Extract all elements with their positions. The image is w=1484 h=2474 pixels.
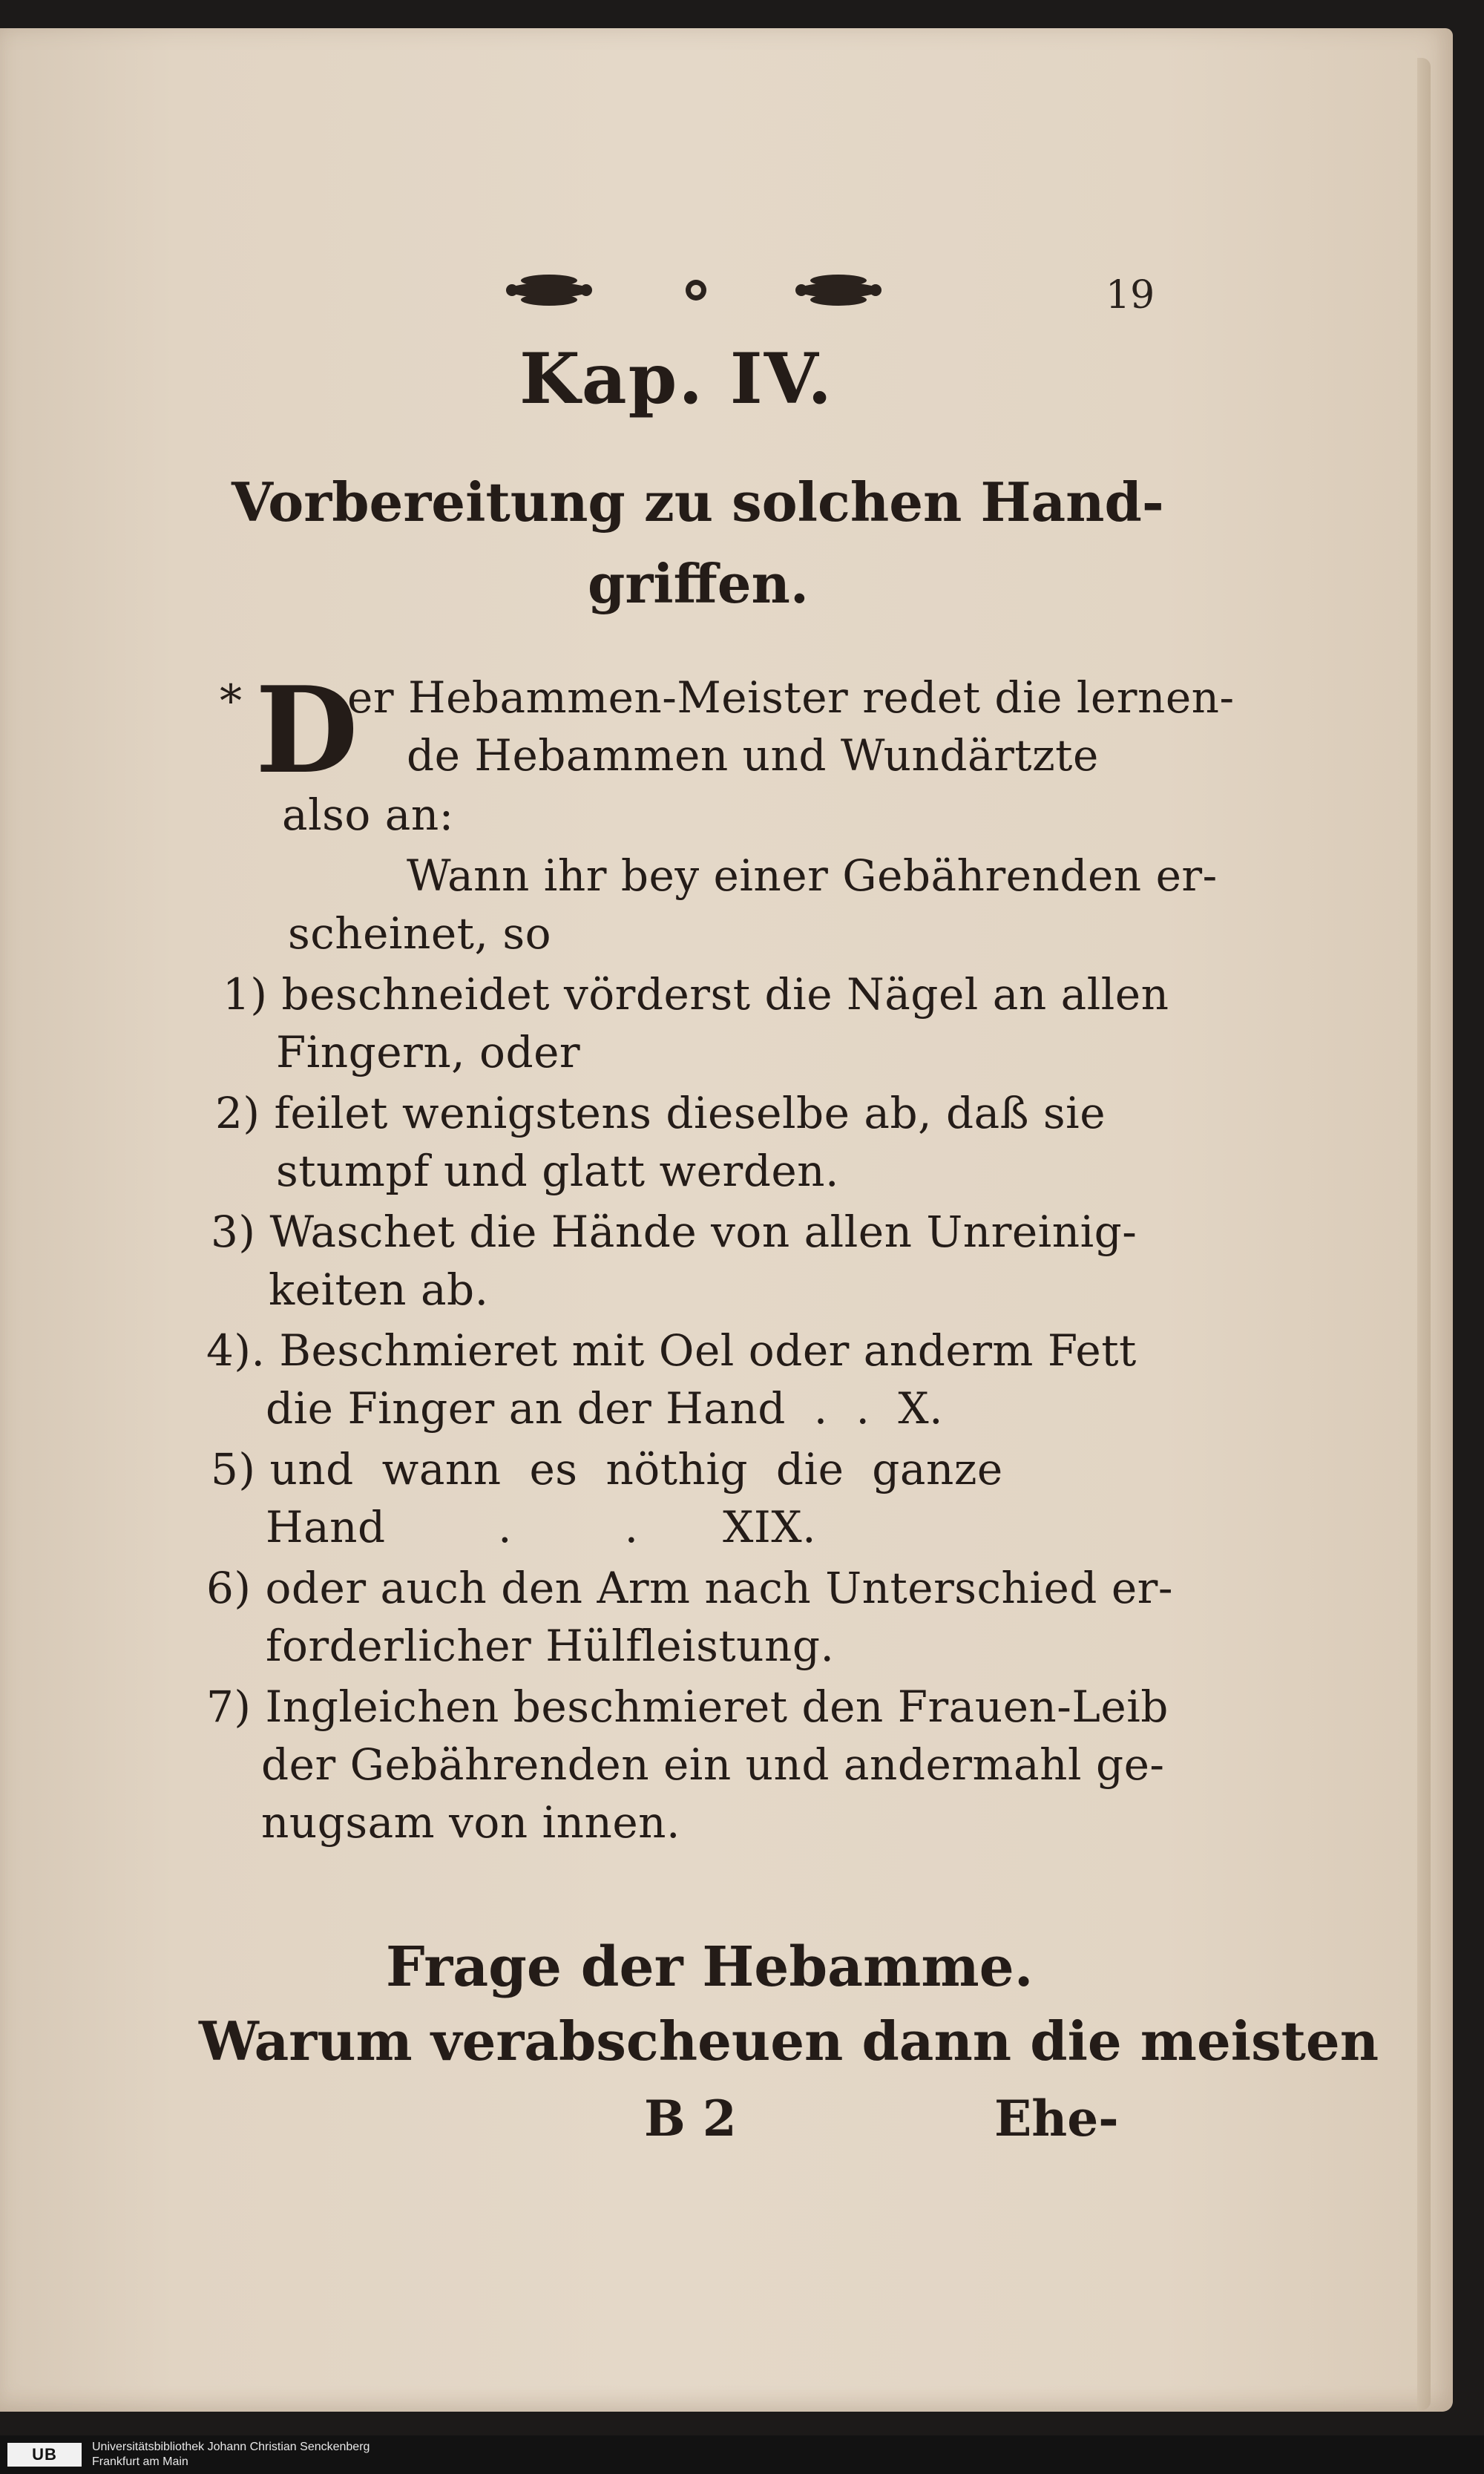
list-item-5-line-1: 5) und wann es nöthig die ganze xyxy=(211,1444,1003,1494)
opening-line-1: er Hebammen-Meister redet die lernen- xyxy=(347,672,1235,723)
footer-bar xyxy=(0,2435,1484,2474)
list-item-2-line-1: 2) feilet wenigstens dieselbe ab, daß sie xyxy=(215,1088,1106,1138)
signature-mark: B 2 xyxy=(644,2090,737,2147)
section-title-line-2: griffen. xyxy=(588,552,809,615)
address-line-1: Wann ihr bey einer Gebährenden er- xyxy=(407,850,1218,901)
footnote-asterisk: * xyxy=(220,675,242,727)
footer-library-name: Universitätsbibliothek Johann Christian Senckenberg xyxy=(92,2441,370,2453)
paper-page xyxy=(0,28,1453,2412)
catchword: Ehe- xyxy=(994,2090,1119,2147)
list-item-3-line-1: 3) Waschet die Hände von allen Unreinig- xyxy=(211,1207,1137,1257)
question-heading: Frage der Hebamme. xyxy=(386,1935,1034,1999)
list-item-3-line-2: keiten ab. xyxy=(269,1264,489,1315)
section-title-line-1: Vorbereitung zu solchen Hand- xyxy=(232,470,1164,534)
list-item-1-line-1: 1) beschneidet vörderst die Nägel an allen xyxy=(223,969,1169,1020)
list-item-7-line-1: 7) Ingleichen beschmieret den Frauen-Leib xyxy=(206,1681,1169,1732)
footer-location: Frankfurt am Main xyxy=(92,2455,188,2468)
list-item-4-line-1: 4). Beschmieret mit Oel oder anderm Fett xyxy=(206,1325,1137,1376)
opening-line-2: de Hebammen und Wundärtzte xyxy=(407,730,1099,781)
opening-line-3: also an: xyxy=(282,790,454,840)
list-item-7-line-2: der Gebährenden ein und andermahl ge- xyxy=(261,1739,1165,1790)
page-number: 19 xyxy=(1106,273,1155,318)
drop-capital: D xyxy=(255,660,358,800)
page-edge xyxy=(1417,58,1431,2410)
list-item-1-line-2: Fingern, oder xyxy=(276,1027,581,1077)
ornament-right xyxy=(795,275,881,306)
library-logo: UB xyxy=(7,2443,82,2467)
list-item-6-line-1: 6) oder auch den Arm nach Unterschied er- xyxy=(206,1563,1173,1613)
list-item-4-line-2: die Finger an der Hand . . X. xyxy=(266,1383,944,1434)
question-line-1: Warum verabscheuen dann die meisten xyxy=(199,2009,1379,2073)
ornament-center xyxy=(686,280,706,301)
chapter-heading: Kap. IV. xyxy=(519,338,833,420)
list-item-5-line-2: Hand . . XIX. xyxy=(266,1502,817,1552)
list-item-6-line-2: forderlicher Hülfleistung. xyxy=(266,1621,835,1671)
ornament-left xyxy=(506,275,592,306)
list-item-2-line-2: stumpf und glatt werden. xyxy=(276,1146,839,1196)
list-item-7-line-3: nugsam von innen. xyxy=(261,1797,680,1848)
address-line-2: scheinet, so xyxy=(288,908,552,959)
header-ornament xyxy=(0,264,1484,316)
